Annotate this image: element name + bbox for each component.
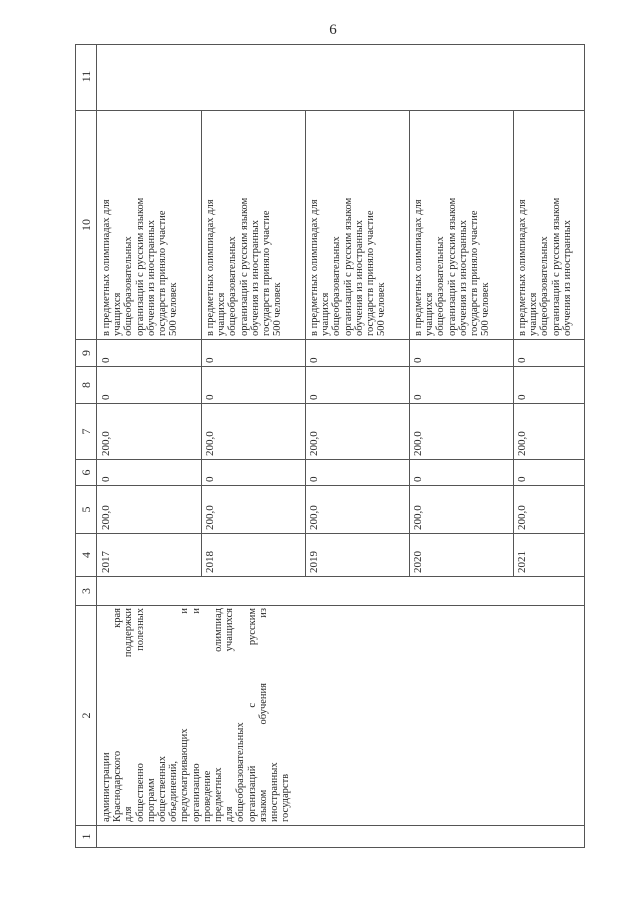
value-cell-c7: 200,0 [516,431,528,456]
result-line: 500 человек [168,282,180,336]
description-line: иностранных [269,762,281,822]
value-cell-c8: 0 [204,394,216,400]
description-line: проведение [201,770,213,822]
result-line: в предметных олимпиадах для [413,199,424,336]
result-line: обучения из иностранных [353,219,365,336]
column-divider [97,339,584,340]
value-cell-c5: 200,0 [100,505,112,530]
row-divider [305,110,306,576]
value-cell-c5: 200,0 [204,505,216,530]
result-line: обучения из иностранных [457,219,469,336]
row-divider [409,110,410,576]
result-line: 500 человек [376,282,388,336]
value-cell-c8: 0 [412,394,424,400]
description-line: общеобразовательных [235,722,247,822]
column-divider [97,576,584,577]
result-text [517,110,573,339]
column-number-9: 9 [76,339,96,366]
column-number-3: 3 [76,576,96,605]
year-cell: 2019 [308,551,320,573]
column-number-5: 5 [76,485,96,533]
measure-description [101,605,291,825]
column-number-4: 4 [76,533,96,576]
column-number-2: 2 [76,605,96,825]
result-line: общеобразовательных [331,236,343,336]
result-line: обучения из иностранных [145,219,157,336]
result-line: государств приняло участие [261,210,273,336]
value-cell-c5: 200,0 [516,505,528,530]
column-number-7: 7 [76,403,96,459]
result-text [309,110,387,339]
value-cell-c9: 0 [412,357,424,363]
result-text [101,110,179,339]
description-line: общественно полезных [134,608,146,822]
result-line: в предметных олимпиадах для [205,199,216,336]
result-line: в предметных олимпиадах для [309,199,320,336]
value-cell-c9: 0 [516,357,528,363]
result-line: обучения из иностранных [249,219,261,336]
year-cell: 2018 [204,551,216,573]
description-line: администрации [101,752,112,822]
result-line: общеобразовательных [227,236,239,336]
result-line: организаций с русским языком [342,197,354,336]
description-line: Краснодарского края [112,608,124,822]
rotated-table [75,44,585,848]
column-number-11: 11 [79,70,93,83]
value-cell-c7: 200,0 [204,431,216,456]
result-line: 500 человек [272,282,284,336]
table-body [97,44,585,848]
value-cell-c5: 200,0 [412,505,424,530]
value-cell-c6: 0 [516,476,528,482]
description-line: общественных [157,756,169,822]
result-line: общеобразовательных [539,236,551,336]
result-line: учащихся [216,292,228,336]
result-line: обучения из иностранных [561,219,573,336]
description-line: для поддержки [123,608,135,822]
column-divider [97,459,584,460]
result-line: общеобразовательных [435,236,447,336]
description-line: организацию и [190,608,202,822]
value-cell-c8: 0 [308,394,320,400]
value-cell-c8: 0 [516,394,528,400]
column-number-6: 6 [76,459,96,485]
description-line: для учащихся [224,608,236,822]
result-line: учащихся [320,292,332,336]
description-line: предусматривающих и [179,608,191,822]
column-number-1: 1 [76,825,96,847]
column-number-header [75,44,97,848]
result-line: организаций с русским языком [134,197,146,336]
value-cell-c7: 200,0 [308,431,320,456]
value-cell-c6: 0 [204,476,216,482]
result-line: 500 человек [480,282,492,336]
value-cell-c7: 200,0 [412,431,424,456]
column-divider [97,825,584,826]
result-line: учащихся [424,292,436,336]
column-divider [97,533,584,534]
column-divider [97,366,584,367]
value-cell-c8: 0 [100,394,112,400]
value-cell-c7: 200,0 [100,431,112,456]
column-number-8: 8 [76,366,96,403]
description-line: языком обучения из [257,608,269,822]
result-line: государств приняло участие [365,210,377,336]
year-cell: 2021 [516,551,528,573]
description-line: программ [145,778,157,822]
row-divider [201,110,202,576]
column-number-10: 10 [76,110,96,339]
value-cell-c6: 0 [412,476,424,482]
year-cell: 2020 [412,551,424,573]
result-text [205,110,283,339]
value-cell-c9: 0 [100,357,112,363]
result-line: учащихся [112,292,124,336]
column-divider [97,485,584,486]
result-line: организаций с русским языком [446,197,458,336]
row-divider [513,110,514,576]
result-line: организаций с русским языком [550,197,562,336]
result-line: в предметных олимпиадах для [517,199,528,336]
description-line: государств [280,773,292,822]
result-line: организаций с русским языком [238,197,250,336]
value-cell-c6: 0 [308,476,320,482]
description-line: организаций с русским [246,608,258,822]
result-line: общеобразовательных [123,236,135,336]
result-line: в предметных олимпиадах для [101,199,112,336]
value-cell-c6: 0 [100,476,112,482]
result-text [413,110,491,339]
result-line: учащихся [528,292,540,336]
description-line: предметных олимпиад [213,608,225,822]
column-divider [97,403,584,404]
result-line: государств приняло участие [469,210,481,336]
page-number: 6 [329,22,337,38]
description-line: объединений, [168,760,180,822]
value-cell-c9: 0 [204,357,216,363]
value-cell-c9: 0 [308,357,320,363]
year-cell: 2017 [100,551,112,573]
result-line: государств приняло участие [157,210,169,336]
value-cell-c5: 200,0 [308,505,320,530]
